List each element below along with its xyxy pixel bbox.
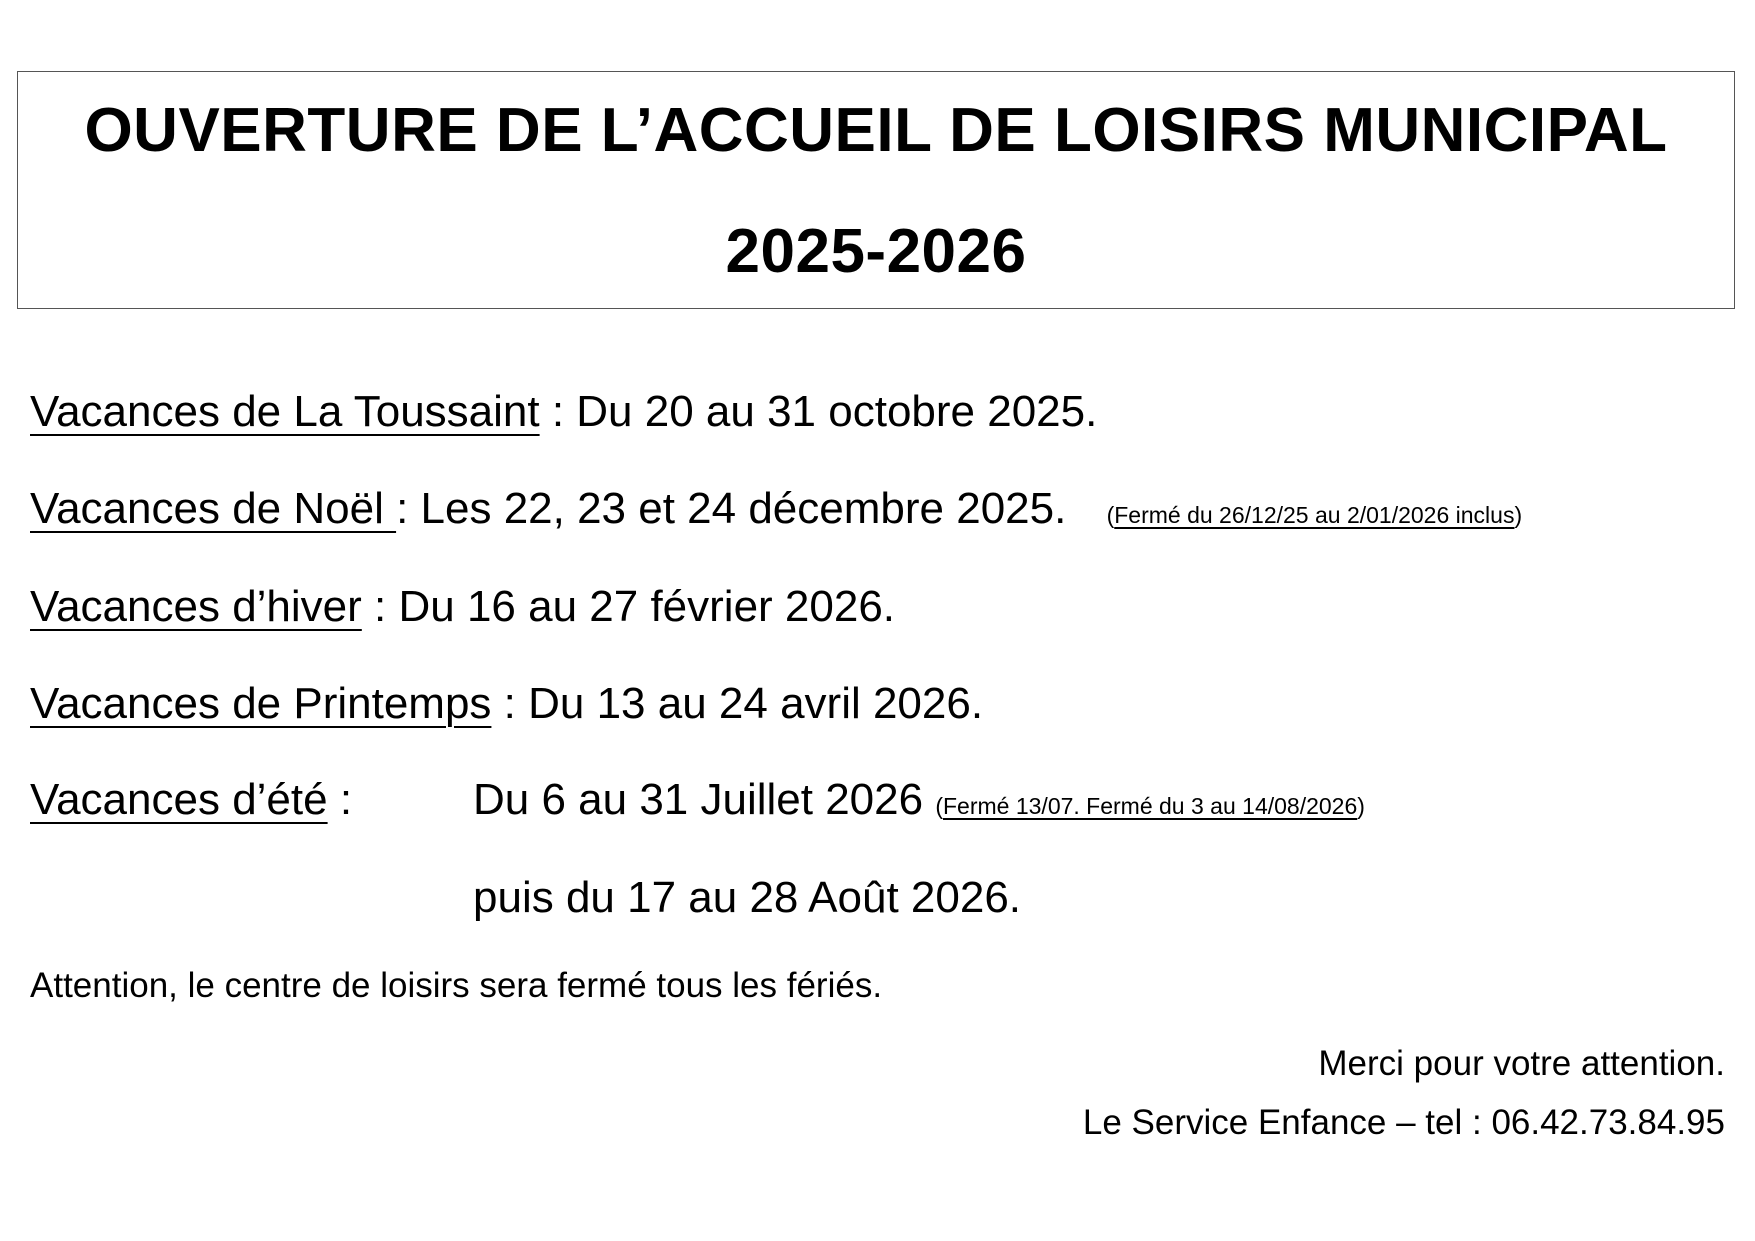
period-label: Vacances d’été: [30, 775, 328, 824]
period-label: Vacances de La Toussaint: [30, 387, 540, 436]
school-year: 2025-2026: [725, 217, 1027, 286]
page-title: OUVERTURE DE L’ACCUEIL DE LOISIRS MUNICIPAL: [84, 96, 1668, 165]
holiday-warning: Attention, le centre de loisirs sera fermé tous les fériés.: [30, 966, 883, 1005]
period-ete: [30, 775, 353, 824]
title-box: [17, 71, 1735, 309]
period-noel: [30, 484, 1523, 533]
period-label: Vacances d’hiver: [30, 582, 362, 631]
closure-note: (Fermé 13/07. Fermé du 3 au 14/08/2026): [935, 793, 1365, 819]
period-dates: : Les 22, 23 et 24 décembre 2025.: [396, 484, 1067, 533]
period-dates: : Du 16 au 27 février 2026.: [361, 582, 896, 631]
summer-second-dates: puis du 17 au 28 Août 2026.: [473, 873, 1022, 922]
period-printemps: [30, 679, 984, 728]
closure-note: (Fermé du 26/12/25 au 2/01/2026 inclus): [1106, 502, 1523, 528]
period-dates: : Du 20 au 31 octobre 2025.: [539, 387, 1098, 436]
period-toussaint: [30, 387, 1098, 436]
signature: Le Service Enfance – tel : 06.42.73.84.95: [1082, 1103, 1725, 1142]
period-label: Vacances de Noël: [30, 484, 397, 533]
period-colon: :: [327, 775, 353, 824]
summer-first-dates: Du 6 au 31 Juillet 2026 (Fermé 13/07. Fermé du 3 au 14/08/2026): [473, 775, 1365, 824]
period-dates: : Du 13 au 24 avril 2026.: [491, 679, 984, 728]
thanks-text: Merci pour votre attention.: [1318, 1044, 1725, 1083]
period-hiver: [30, 582, 896, 631]
period-label: Vacances de Printemps: [30, 679, 492, 728]
